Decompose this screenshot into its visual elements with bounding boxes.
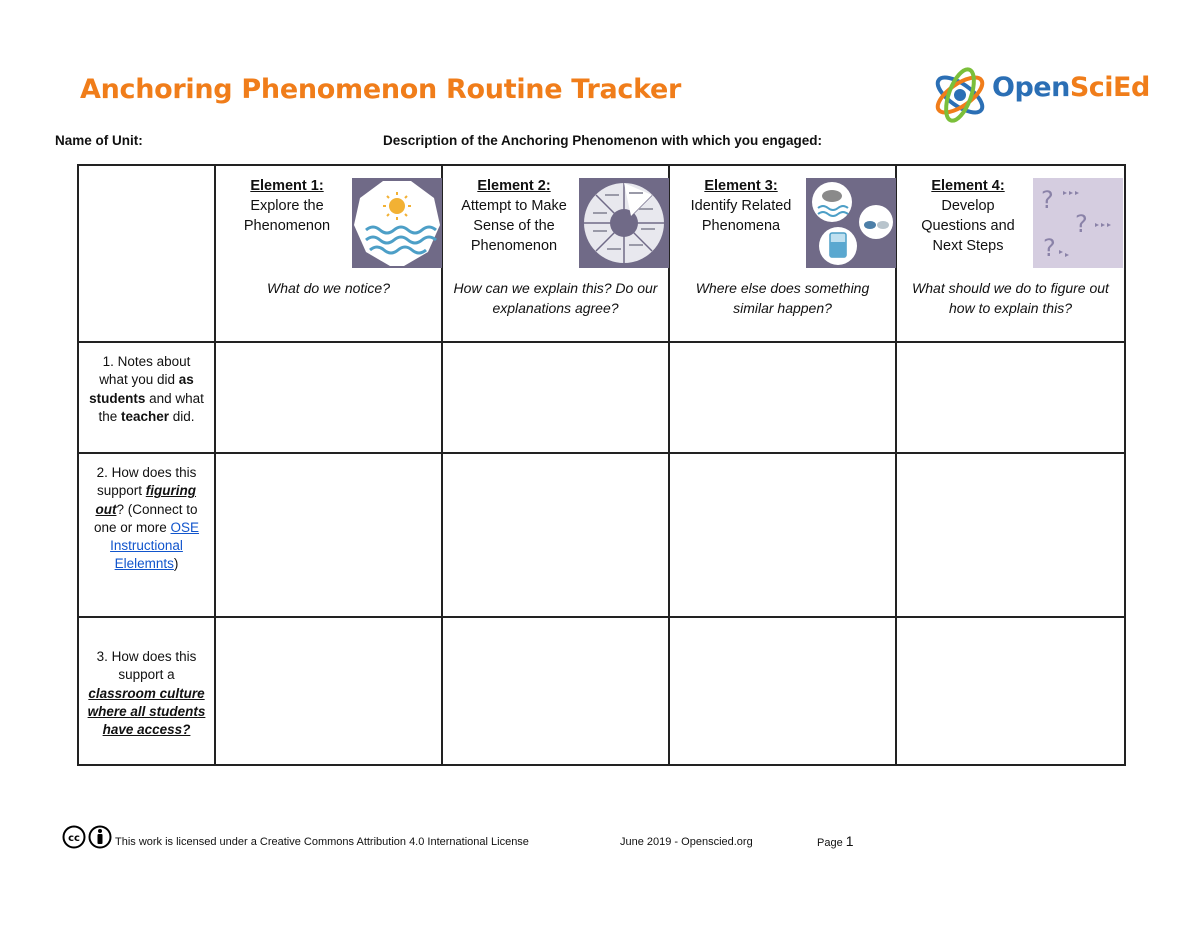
element-3-header — [669, 165, 896, 342]
element-4-header — [896, 165, 1125, 342]
svg-text:?: ? — [1075, 210, 1088, 238]
element-1-question: What do we notice? — [267, 280, 390, 296]
header-empty-cell — [78, 165, 215, 342]
element-1-header — [215, 165, 442, 342]
svg-text:cc: cc — [68, 833, 80, 844]
row-3-label: 3. How does this support a classroom culture where all students have access? — [78, 617, 215, 765]
response-cell[interactable] — [215, 453, 442, 617]
element-4-heading: Element 4: — [931, 178, 1005, 194]
page-indicator: Page 1 — [817, 833, 854, 849]
sensemaking-cycle-icon — [579, 178, 669, 268]
response-cell[interactable] — [669, 453, 896, 617]
tracker-table — [77, 164, 1126, 766]
phenomenon-description-label: Description of the Anchoring Phenomenon with which you engaged: — [383, 133, 823, 148]
response-cell[interactable] — [896, 617, 1125, 765]
response-cell[interactable] — [442, 342, 669, 453]
element-1-name-line: Explore the — [250, 198, 324, 214]
element-4-question: What should we do to figure out how to explain this? — [912, 280, 1109, 316]
questions-icon — [1033, 178, 1123, 268]
element-3-name-line: Identify Related — [690, 198, 792, 214]
creative-commons-icon — [62, 825, 116, 849]
element-3-question: Where else does something similar happen? — [695, 280, 870, 316]
response-cell[interactable] — [442, 617, 669, 765]
openscied-logo — [930, 62, 1150, 128]
element-3-heading: Element 3: — [704, 178, 778, 194]
element-3-name-line: Phenomena — [701, 218, 781, 234]
response-cell[interactable] — [896, 342, 1125, 453]
response-cell[interactable] — [896, 453, 1125, 617]
row-1-label: 1. Notes about what you did as students and what the teacher did. — [78, 342, 215, 453]
explore-phenomenon-icon — [352, 178, 442, 268]
atom-logo-icon — [930, 62, 992, 128]
element-4-name-line: Develop — [941, 198, 995, 214]
element-4-name-line: Next Steps — [932, 238, 1004, 254]
element-2-name-line: Attempt to Make — [461, 198, 567, 214]
element-4-name-line: Questions and — [921, 218, 1015, 234]
page-title: Anchoring Phenomenon Routine Tracker — [80, 74, 682, 105]
response-cell[interactable] — [442, 453, 669, 617]
logo-text: OpenSciEd — [992, 72, 1150, 103]
element-1-heading: Element 1: — [250, 178, 324, 194]
response-cell[interactable] — [215, 617, 442, 765]
element-2-question: How can we explain this? Do our explanations agree? — [453, 280, 658, 316]
element-2-name-line: Phenomenon — [470, 238, 558, 254]
element-2-name-line: Sense of the — [473, 218, 555, 234]
element-1-name-line: Phenomenon — [243, 218, 331, 234]
svg-text:?: ? — [1041, 186, 1054, 214]
ose-instructional-elements-link[interactable]: OSE Instructional Elelemnts — [110, 519, 200, 572]
response-cell[interactable] — [669, 617, 896, 765]
element-2-header — [442, 165, 669, 342]
row-2-label: 2. How does this support figuring out? (Connect to one or more OSE Instructional Elelemnts) — [78, 453, 215, 617]
related-phenomena-icon — [806, 178, 896, 268]
date-site-text: June 2019 - Openscied.org — [620, 836, 753, 848]
unit-name-label: Name of Unit: — [55, 133, 143, 148]
response-cell[interactable] — [669, 342, 896, 453]
response-cell[interactable] — [215, 342, 442, 453]
element-2-heading: Element 2: — [477, 178, 551, 194]
license-text: This work is licensed under a Creative Commons Attribution 4.0 International License — [115, 836, 529, 848]
svg-text:?: ? — [1043, 234, 1056, 262]
